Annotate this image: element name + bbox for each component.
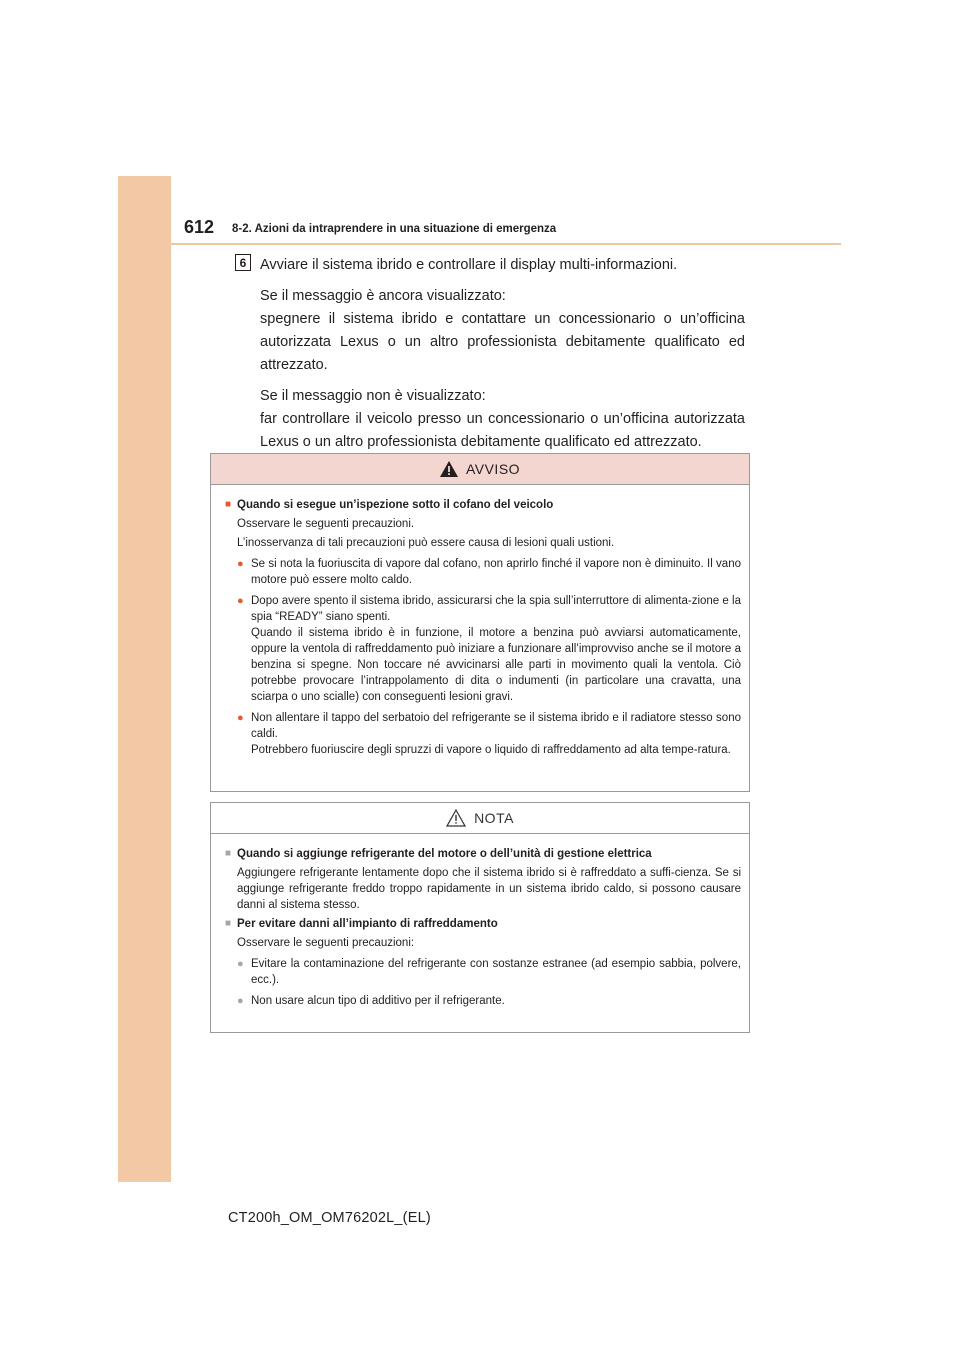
footer-code: CT200h_OM_OM76202L_(EL) bbox=[228, 1210, 431, 1226]
note-text-2: Osservare le seguenti precauzioni: bbox=[237, 937, 415, 949]
note-header bbox=[211, 803, 749, 834]
note-bullet: ● Evitare la contaminazione del refrigerante con sostanze estranee (ad esempio sabbia, polvere, ecc.). bbox=[237, 958, 741, 986]
header-rule bbox=[171, 243, 841, 245]
note-heading-2: ■ Per evitare danni all’impianto di raffreddamento bbox=[225, 918, 498, 930]
warning-bullet: ● Se si nota la fuoriuscita di vapore dal cofano, non aprirlo finché il vapore non è diminuito. Il vano motore può essere molto caldo. bbox=[237, 558, 741, 586]
warning-heading: ■ Quando si esegue un’ispezione sotto il cofano del veicolo bbox=[225, 499, 554, 511]
warning-title: AVVISO bbox=[465, 461, 521, 477]
note-title: NOTA bbox=[474, 810, 514, 826]
warning-intro-1: Osservare le seguenti precauzioni. bbox=[237, 518, 415, 530]
note-text-1: Aggiungere refrigerante lentamente dopo che il sistema ibrido si è raffreddato a suffi-cienza. Se si aggiunge refrigerante freddo troppo rapidamente in un sistema ibrido caldo, si possono causare danni al sistema stesso. bbox=[237, 867, 741, 911]
side-color-bar bbox=[118, 176, 171, 1182]
caution-triangle-icon bbox=[446, 809, 466, 827]
round-bullet-icon: ● bbox=[237, 958, 244, 970]
round-bullet-icon: ● bbox=[237, 712, 244, 724]
warning-bullet-extra: Potrebbero fuoriuscire degli spruzzi di vapore o liquido di raffreddamento ad alta tempe-ratura. bbox=[251, 744, 731, 756]
case2-text: far controllare il veicolo presso un concessionario o un’officina autorizzata Lexus o un altro professionista debitamente qualificato ed attrezzato. bbox=[260, 411, 745, 450]
warning-bullet: ● Non allentare il tappo del serbatoio del refrigerante se il sistema ibrido e il radiatore stesso sono caldi. Potrebbero fuoriuscire degli spruzzi di vapore o liquido di raffreddamento ad alta tempe-ratura. bbox=[237, 712, 741, 756]
note-heading-1: ■ Quando si aggiunge refrigerante del motore o dell’unità di gestione elettrica bbox=[225, 848, 652, 860]
note-bullet: ● Non usare alcun tipo di additivo per il refrigerante. bbox=[237, 995, 505, 1007]
step-number: 6 bbox=[235, 254, 251, 271]
warning-bullet-extra: Quando il sistema ibrido è in funzione, il motore a benzina può avviarsi automaticamente, oppure la ventola di raffreddamento può iniziare a funzionare all’improvviso anche se il motore a benzina si spegne. Non toccare né avvicinarsi alle parti in movimento quali la ventola. Ciò potrebbe provocare l’intrappolamento di dita o indumenti (in particolare una cravatta, una sciarpa o uno scialle) con conseguenti lesioni gravi. bbox=[251, 627, 741, 703]
warning-box bbox=[210, 453, 750, 792]
step-content bbox=[260, 254, 745, 454]
page-number: 612 bbox=[184, 217, 215, 237]
note-box bbox=[210, 802, 750, 1033]
square-bullet-icon: ■ bbox=[225, 499, 232, 510]
warning-intro-2: L’inosservanza di tali precauzioni può essere causa di lesioni quali ustioni. bbox=[237, 537, 615, 549]
square-bullet-icon: ■ bbox=[225, 848, 232, 859]
case1-text: spegnere il sistema ibrido e contattare un concessionario o un’officina autorizzata Lexus o un altro professionista debitamente qualificato ed attrezzato. bbox=[260, 311, 745, 373]
section-title: 8-2. Azioni da intraprendere in una situazione di emergenza bbox=[232, 223, 557, 235]
square-bullet-icon: ■ bbox=[225, 918, 232, 929]
round-bullet-icon: ● bbox=[237, 995, 244, 1007]
warning-triangle-icon bbox=[440, 461, 458, 477]
round-bullet-icon: ● bbox=[237, 558, 244, 570]
step-title: Avviare il sistema ibrido e controllare il display multi-informazioni. bbox=[260, 257, 678, 273]
case1-label: Se il messaggio è ancora visualizzato: bbox=[260, 288, 506, 304]
warning-header bbox=[211, 454, 749, 485]
round-bullet-icon: ● bbox=[237, 595, 244, 607]
case2-label: Se il messaggio non è visualizzato: bbox=[260, 388, 486, 404]
warning-bullet: ● Dopo avere spento il sistema ibrido, assicurarsi che la spia sull’interruttore di alimenta-zione e la spia “READY” siano spenti. Quando il sistema ibrido è in funzione, il motore a benzina può avviarsi automaticamente, oppure la ventola di raffreddamento può iniziare a funzionare all’improvviso anche se il motore a benzina si spegne. Non toccare né avvicinarsi alle parti in movimento quali la ventola. Ciò potrebbe provocare l’intrappolamento di dita o indumenti (in particolare una cravatta, una sciarpa o uno scialle) con conseguenti lesioni gravi. bbox=[237, 595, 741, 703]
